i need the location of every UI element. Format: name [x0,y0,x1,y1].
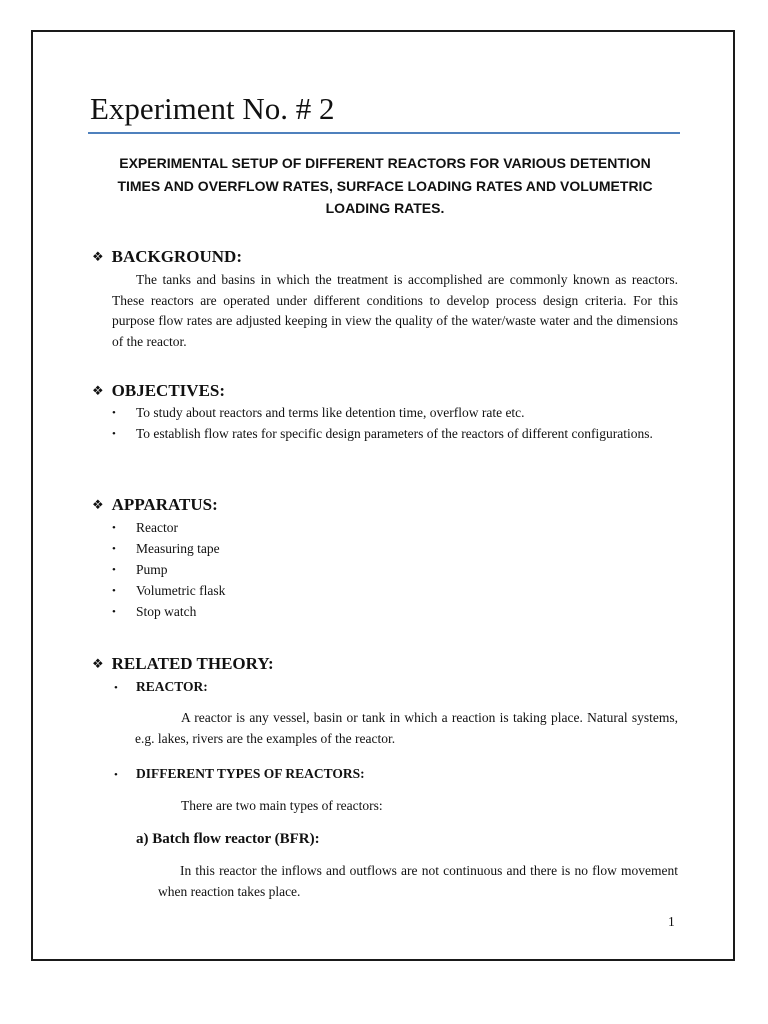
bullet-dot-icon: • [112,585,116,597]
list-item: • Pump [112,560,678,581]
objectives-list [112,403,678,445]
bullet-dot-icon: • [114,682,118,694]
apparatus-heading-text: APPARATUS: [111,495,218,514]
bullet-dot-icon: • [112,564,116,576]
objectives-heading-text: OBJECTIVES: [111,381,226,400]
diamond-bullet-icon: ❖ [92,249,104,264]
list-item: • Reactor [112,518,678,539]
bullet-dot-icon: • [112,543,116,555]
diamond-bullet-icon: ❖ [92,383,104,398]
diamond-bullet-icon: ❖ [92,497,104,512]
list-item: • Volumetric flask [112,581,678,602]
background-heading-text: BACKGROUND: [111,247,242,266]
section-heading-apparatus [92,494,218,516]
list-item: • Measuring tape [112,539,678,560]
title-underline [88,132,680,134]
bullet-dot-icon: • [112,428,116,440]
reactor-types-subheading: • DIFFERENT TYPES OF REACTORS: [114,764,365,785]
bullet-dot-icon: • [112,522,116,534]
section-heading-background [92,246,242,268]
background-paragraph: The tanks and basins in which the treatment is accomplished are commonly known as reactors. These reactors are operated under different conditions to develop process design criteria. For this purpose flow rates are adjusted keeping in view the quality of the water/waste water and the dimensions of the reactor. [112,272,678,349]
batch-flow-reactor-heading: a) Batch flow reactor (BFR): [136,831,320,847]
diamond-bullet-icon: ❖ [92,656,104,671]
list-item: • To study about reactors and terms like detention time, overflow rate etc. [112,403,678,424]
list-item: • To establish flow rates for specific design parameters of the reactors of different configurations. [112,424,678,445]
bullet-dot-icon: • [112,407,116,419]
reactor-paragraph: A reactor is any vessel, basin or tank in which a reaction is taking place. Natural systems, e.g. lakes, rivers are the examples of the reactor. [135,710,678,746]
page-number: 1 [668,914,675,929]
list-item: • Stop watch [112,602,678,623]
reactor-types-paragraph: There are two main types of reactors: [181,798,383,813]
section-heading-related-theory [92,653,274,675]
related-theory-heading-text: RELATED THEORY: [111,654,274,673]
experiment-subtitle: EXPERIMENTAL SETUP OF DIFFERENT REACTORS FOR VARIOUS DETENTION TIMES AND OVERFLOW RATES, SURFACE LOADING RATES AND VOLUMETRIC LOADING RATES. [117,155,653,216]
bullet-dot-icon: • [114,769,118,781]
reactor-subheading: • REACTOR: [114,677,208,698]
bullet-dot-icon: • [112,606,116,618]
page-title: Experiment No. # 2 [90,91,335,126]
section-heading-objectives [92,380,225,402]
batch-flow-reactor-paragraph: In this reactor the inflows and outflows are not continuous and there is no flow movement when reaction takes place. [158,863,678,899]
apparatus-list [112,518,678,623]
